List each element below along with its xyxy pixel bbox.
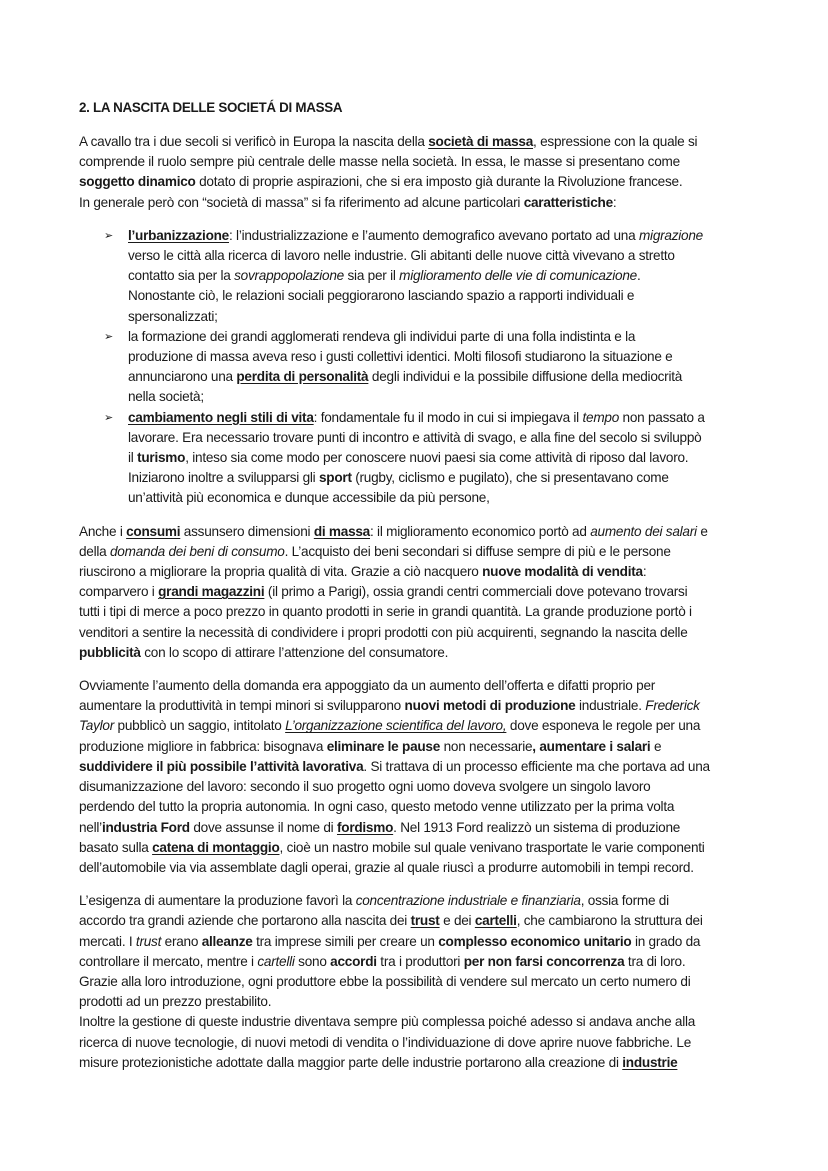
arrow-bullet-icon: ➢ <box>104 330 114 343</box>
arrow-bullet-icon: ➢ <box>104 229 114 242</box>
list-item <box>79 408 769 509</box>
text-line: un’attività più economica e dunque accessibile da più persone, <box>128 490 490 506</box>
text-line: dell’automobile via via assemblate dagli operai, grazie al quale riuscì a produrre automobili in tempi record. <box>79 859 694 875</box>
text-line: venditori a sentire la necessità di condividere i propri prodotti con più acquirenti, segnando la nascita delle <box>79 624 688 640</box>
text-line: controllare il mercato, mentre i cartelli sono accordi tra i produttori per non farsi concorrenza tra di loro. <box>79 953 686 969</box>
text-line: produzione migliore in fabbrica: bisognava eliminare le pause non necessarie, aumentare i salari e <box>79 738 662 754</box>
text-line: ricerca di nuove tecnologie, di nuovi metodi di vendita o l’individuazione di dove aprire nuove fabbriche. Le <box>79 1034 692 1050</box>
text-line: misure protezionistiche adottate dalla maggior parte delle industrie portarono alla creazione di industrie <box>79 1054 678 1070</box>
text-line: cambiamento negli stili di vita: fondamentale fu il modo in cui si impiegava il tempo non passato a <box>128 409 705 425</box>
text-line: verso le città alla ricerca di lavoro nelle industrie. Gli abitanti delle nuove città vivevano a stretto <box>128 248 675 264</box>
text-line: comparvero i grandi magazzini (il primo a Parigi), ossia grandi centri commerciali dove potevano trovarsi <box>79 584 688 600</box>
text-line: suddividere il più possibile l’attività lavorativa. Si trattava di un processo efficiente ma che portava ad una <box>79 758 710 774</box>
text-line: Taylor pubblicò un saggio, intitolato L’organizzazione scientifica del lavoro, dove esponeva le regole per una <box>79 718 701 734</box>
text-line: della domanda dei beni di consumo. L’acquisto dei beni secondari si diffuse sempre di più e le persone <box>79 543 671 559</box>
text-line: Nonostante ciò, le relazioni sociali peggiorarono lasciando spazio a rapporti individuali e <box>128 288 635 304</box>
text-line: aumentare la produttività in tempi minori si svilupparono nuovi metodi di produzione industriale. Frederick <box>79 698 700 714</box>
text-line: nell’industria Ford dove assunse il nome di fordismo. Nel 1913 Ford realizzò un sistema di produzione <box>79 819 681 835</box>
arrow-bullet-icon: ➢ <box>104 411 114 424</box>
paragraph-taylorismo <box>79 676 769 878</box>
text-line: la formazione dei grandi agglomerati rendeva gli individui parte di una folla indistinta e la <box>128 328 636 344</box>
paragraph-concentrazione <box>79 891 769 1073</box>
text-line: nella società; <box>128 389 204 405</box>
text-line: Iniziarono inoltre a svilupparsi gli sport (rugby, ciclismo e pugilato), che si presentavano come <box>128 470 669 486</box>
document-page <box>79 98 769 1086</box>
text-line: prodotti ad un prezzo prestabilito. <box>79 994 272 1010</box>
text-line: contatto sia per la sovrappopolazione sia per il miglioramento delle vie di comunicazione. <box>128 268 641 284</box>
text-line: produzione di massa aveva reso i gusti collettivi identici. Molti filosofi studiarono la situazione e <box>128 349 673 365</box>
text-line: pubblicità con lo scopo di attirare l’attenzione del consumatore. <box>79 644 449 660</box>
text-line: tutti i tipi di merce a poco prezzo in quanto prodotti in serie in grandi quantità. La grande produzione portò i <box>79 604 692 620</box>
section-title: 2. LA NASCITA DELLE SOCIETÁ DI MASSA <box>79 100 343 115</box>
text-line: In generale però con “società di massa” si fa riferimento ad alcune particolari caratteristiche: <box>79 194 617 210</box>
text-line: spersonalizzati; <box>128 308 218 324</box>
text-line: basato sulla catena di montaggio, cioè un nastro mobile sul quale venivano trasportate le varie componenti <box>79 839 705 855</box>
intro-paragraph <box>79 132 769 213</box>
list-item <box>79 327 769 408</box>
text-line: Ovviamente l’aumento della domanda era appoggiato da un aumento dell’offerta e difatti proprio per <box>79 678 656 694</box>
characteristics-list <box>79 226 769 509</box>
text-line: perdendo del tutto la propria autonomia. In ogni caso, questo metodo venne utilizzato per la prima volta <box>79 799 675 815</box>
text-line: soggetto dinamico dotato di proprie aspirazioni, che si era imposto già durante la Rivoluzione francese. <box>79 174 683 190</box>
text-line: Anche i consumi assunsero dimensioni di massa: il miglioramento economico portò ad aumento dei salari e <box>79 523 708 539</box>
text-line: A cavallo tra i due secoli si verificò in Europa la nascita della società di massa, espressione con la quale si <box>79 134 698 149</box>
text-line: lavorare. Era necessario trovare punti di incontro e attività di svago, e alla fine del secolo si sviluppò <box>128 429 702 445</box>
list-item <box>79 226 769 327</box>
text-line: L’esigenza di aumentare la produzione favorì la concentrazione industriale e finanziaria, ossia forme di <box>79 893 669 909</box>
text-line: Grazie alla loro introduzione, ogni produttore ebbe la possibilità di vendere sul mercato un certo numero di <box>79 973 691 989</box>
text-line: annunciarono una perdita di personalità degli individui e la possibile diffusione della mediocrità <box>128 369 683 385</box>
text-line: il turismo, inteso sia come modo per conoscere nuovi paesi sia come attività di riposo dal lavoro. <box>128 450 689 466</box>
text-line: accordo tra grandi aziende che portarono alla nascita dei trust e dei cartelli, che cambiarono la struttura dei <box>79 913 703 929</box>
paragraph-consumi <box>79 522 769 663</box>
text-line: l’urbanizzazione: l’industrializzazione e l’aumento demografico avevano portato ad una migrazione <box>128 227 703 243</box>
text-line: Inoltre la gestione di queste industrie diventava sempre più complessa poiché adesso si andava anche alla <box>79 1014 696 1030</box>
text-line: mercati. I trust erano alleanze tra imprese simili per creare un complesso economico unitario in grado da <box>79 933 701 949</box>
text-line: comprende il ruolo sempre più centrale delle masse nella società. In essa, le masse si presentano come <box>79 154 680 170</box>
text-line: disumanizzazione del lavoro: secondo il suo progetto ogni uomo doveva svolgere un singolo lavoro <box>79 779 651 795</box>
text-line: riuscirono a migliorare la propria qualità di vita. Grazie a ciò nacquero nuove modalità di vendita: <box>79 564 647 580</box>
